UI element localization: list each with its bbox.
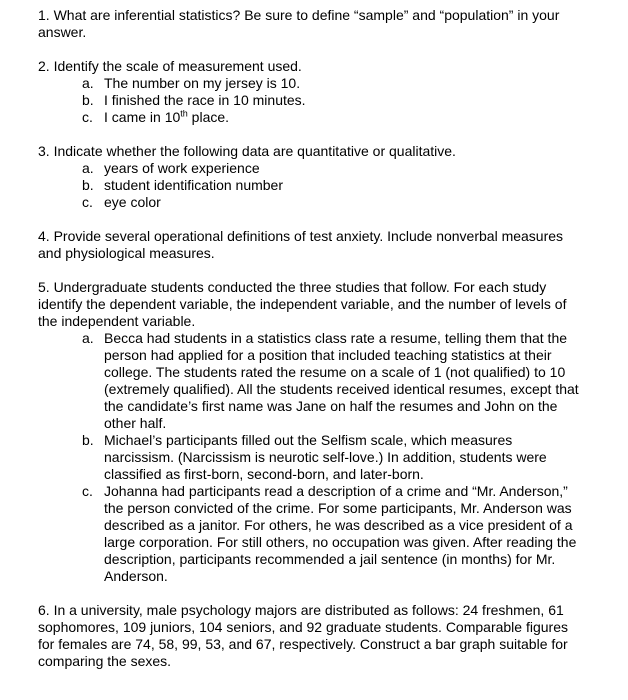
question-3 xyxy=(38,143,628,211)
question-5-text: 5. Undergraduate students conducted the three studies that follow. For each study identify the dependent variable, the independent variable, and the number of levels of the independent variable. xyxy=(38,279,567,329)
item-letter: b. xyxy=(82,432,94,448)
question-6-text: 6. In a university, male psychology majors are distributed as follows: 24 freshmen, 61 sophomores, 109 juniors, 104 seniors, and 92 graduate students. Comparable figures for females are 74, 58, 99, 53, and 67, respectively. Construct a bar graph suitable for comparing the sexes. xyxy=(38,602,568,669)
item-letter: c. xyxy=(82,194,93,210)
question-5 xyxy=(38,279,628,585)
item-letter: c. xyxy=(82,483,93,499)
item-text: I finished the race in 10 minutes. xyxy=(104,92,306,108)
item-letter: a. xyxy=(82,330,94,346)
question-1-text: 1. What are inferential statistics? Be sure to define “sample” and “population” in your answer. xyxy=(38,7,560,40)
item-text: Becca had students in a statistics class rate a resume, telling them that the person had applied for a position that included teaching statistics at their college. The students rated the resume on a scale of 1 (not qualified) to 10 (extremely qualified). All the students received identical resumes, except that the candidate’s first name was Jane on half the resumes and John on the other half. xyxy=(104,330,579,431)
item-letter: b. xyxy=(82,177,94,193)
list-item xyxy=(82,109,582,126)
item-text xyxy=(104,109,582,126)
question-2-list xyxy=(38,75,582,126)
list-item xyxy=(82,194,582,211)
list-item xyxy=(82,432,582,483)
question-3-text: 3. Indicate whether the following data are quantitative or qualitative. xyxy=(38,143,456,159)
list-item xyxy=(82,160,582,177)
question-3-list xyxy=(38,160,582,211)
item-letter: a. xyxy=(82,75,94,91)
ordinal-suffix: th xyxy=(180,108,188,119)
item-text: eye color xyxy=(104,194,161,210)
item-letter: c. xyxy=(82,109,93,125)
item-text: Michael’s participants filled out the Selfism scale, which measures narcissism. (Narcissism is neurotic self-love.) In addition, students were classified as first-born, second-born, and later-born. xyxy=(104,432,547,482)
question-4-text: 4. Provide several operational definitions of test anxiety. Include nonverbal measures and physiological measures. xyxy=(38,228,564,261)
item-text: student identification number xyxy=(104,177,283,193)
list-item xyxy=(82,330,582,432)
question-1 xyxy=(38,7,628,41)
item-text: The number on my jersey is 10. xyxy=(104,75,301,91)
list-item xyxy=(82,92,582,109)
question-6 xyxy=(38,602,628,670)
question-2-text: 2. Identify the scale of measurement used. xyxy=(38,58,302,74)
question-2 xyxy=(38,58,628,126)
item-text: Johanna had participants read a description of a crime and “Mr. Anderson,” the person convicted of the crime. For some participants, Mr. Anderson was described as a janitor. For others, he was described as a vice president of a large corporation. For still others, no occupation was given. After reading the description, participants recommended a jail sentence (in months) for Mr. Anderson. xyxy=(104,483,577,584)
question-5-list xyxy=(38,330,582,585)
list-item xyxy=(82,483,582,585)
item-letter: a. xyxy=(82,160,94,176)
list-item xyxy=(82,177,582,194)
item-text-before: I came in 10 xyxy=(104,109,181,125)
item-text: years of work experience xyxy=(104,160,260,176)
list-item xyxy=(82,75,582,92)
item-letter: b. xyxy=(82,92,94,108)
question-4 xyxy=(38,228,628,262)
item-text-after: place. xyxy=(187,109,230,125)
